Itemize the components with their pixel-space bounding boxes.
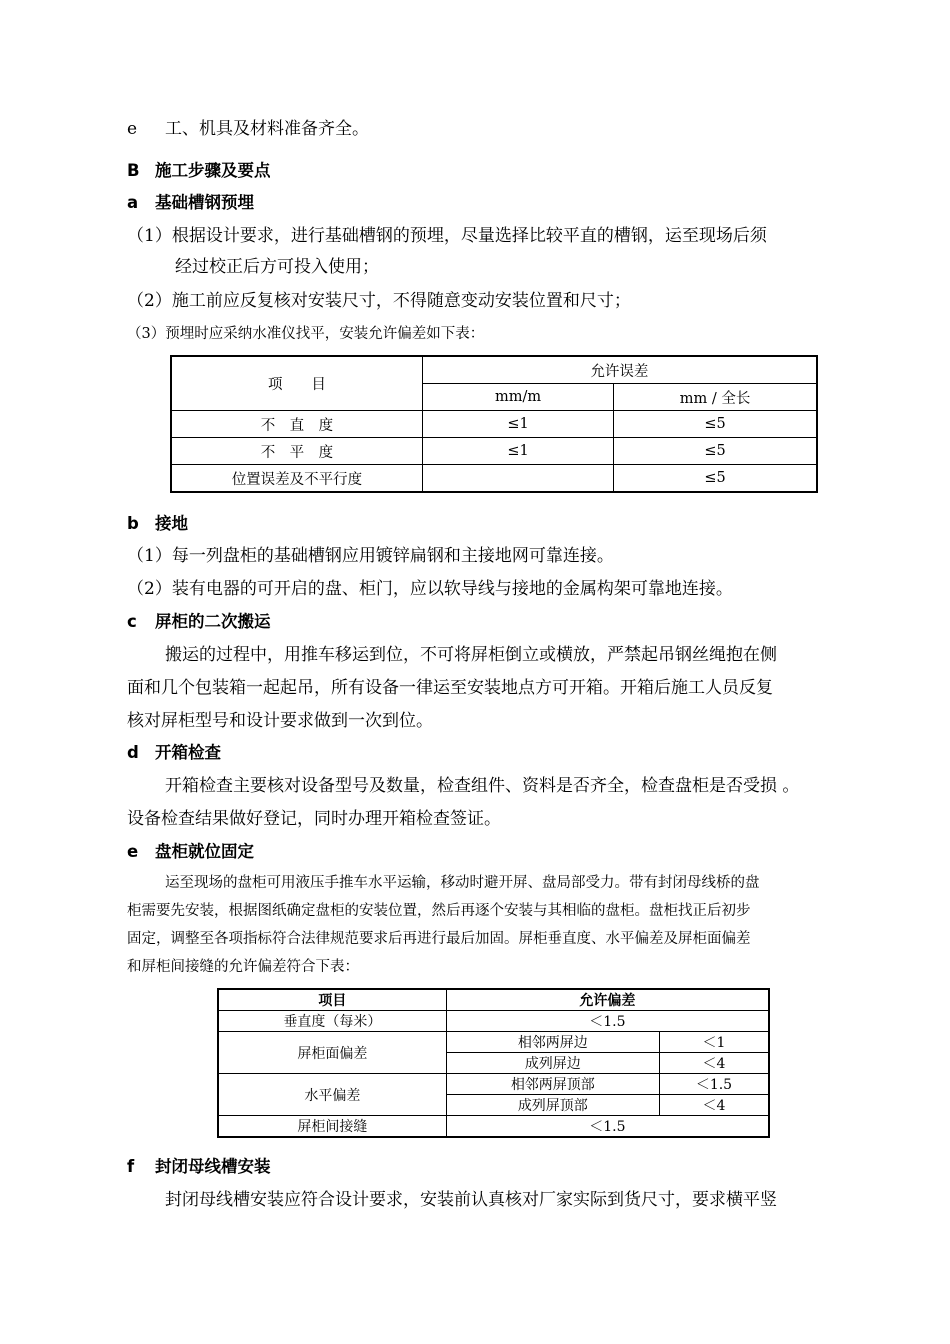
section-heading-b	[127, 160, 271, 182]
paragraph-line: 固定，调整至各项指标符合法律规范要求后再进行最后加固。屏柜垂直度、水平偏差及屏柜面偏差	[127, 931, 751, 947]
subsection-heading-e	[127, 841, 254, 863]
item-e-line	[127, 118, 369, 140]
heading-text: 基础槽钢预埋	[155, 193, 254, 212]
paragraph-line: 柜需要先安装，根据图纸确定盘柜的安装位置，然后再逐个安装与其相临的盘柜。盘柜找正后初步	[127, 903, 751, 919]
table-row	[218, 1074, 769, 1095]
subsection-heading-a	[127, 192, 254, 214]
table-cell: ≤1	[422, 411, 613, 438]
heading-label: e	[127, 842, 139, 861]
table-cell: ＜1.5	[446, 1116, 769, 1138]
paragraph-line: （3）预埋时应采纳水准仪找平，安装允许偏差如下表：	[127, 326, 485, 342]
table-cell: ≤5	[614, 438, 817, 465]
table-cell: 位置误差及不平行度	[171, 465, 422, 493]
table-row	[218, 1011, 769, 1032]
item-label: e	[127, 119, 138, 139]
heading-label: f	[127, 1157, 135, 1176]
heading-label: c	[127, 612, 137, 631]
paragraph-line: 封闭母线槽安装应符合设计要求，安装前认真核对厂家实际到货尺寸，要求横平竖	[165, 1190, 777, 1210]
heading-text: 接地	[155, 514, 188, 533]
paragraph-line: 核对屏柜型号和设计要求做到一次到位。	[127, 711, 433, 731]
heading-label: B	[127, 161, 140, 180]
table-cell	[422, 465, 613, 493]
paragraph-line: 面和几个包装箱一起起吊，所有设备一律运至安装地点方可开箱。开箱后施工人员反复	[127, 678, 773, 698]
table-cell: 不 平 度	[171, 438, 422, 465]
paragraph-line: （1）根据设计要求，进行基础槽钢的预埋，尽量选择比较平直的槽钢，运至现场后须	[127, 226, 767, 246]
table-cell: ≤5	[614, 465, 817, 493]
table-cell: 成列屏顶部	[446, 1095, 659, 1116]
item-text: 工、机具及材料准备齐全。	[165, 119, 369, 139]
table-cell: ＜1	[659, 1032, 769, 1053]
paragraph-line: （2）施工前应反复核对安装尺寸，不得随意变动安装位置和尺寸；	[127, 291, 631, 311]
paragraph-line: 开箱检查主要核对设备型号及数量，检查组件、资料是否齐全，检查盘柜是否受损 。	[165, 776, 800, 796]
paragraph-line: 和屏柜间接缝的允许偏差符合下表：	[127, 959, 359, 975]
table-row	[218, 1032, 769, 1053]
table-header-allow: 允许误差	[422, 356, 817, 384]
table-header-item: 项 目	[171, 356, 422, 411]
paragraph-line: （1）每一列盘柜的基础槽钢应用镀锌扁钢和主接地网可靠连接。	[127, 546, 614, 566]
tolerance-table-1	[170, 355, 818, 493]
paragraph-line: 设备检查结果做好登记，同时办理开箱检查签证。	[127, 809, 501, 829]
table-cell: 相邻两屏顶部	[446, 1074, 659, 1095]
heading-text: 盘柜就位固定	[155, 842, 254, 861]
table-cell: 不 直 度	[171, 411, 422, 438]
table-cell: ＜4	[659, 1053, 769, 1074]
paragraph-line: 运至现场的盘柜可用液压手推车水平运输，移动时避开屏、盘局部受力。带有封闭母线桥的盘	[165, 875, 760, 891]
table-cell: ＜1.5	[446, 1011, 769, 1032]
table-row	[218, 1116, 769, 1138]
heading-text: 屏柜的二次搬运	[155, 612, 271, 631]
table-row	[171, 438, 817, 465]
table-header-mm-full: mm / 全长	[614, 384, 817, 411]
table-row	[171, 411, 817, 438]
table-cell: ＜1.5	[659, 1074, 769, 1095]
table-cell: 屏柜面偏差	[218, 1032, 446, 1074]
paragraph-line: 经过校正后方可投入使用；	[175, 257, 379, 277]
subsection-heading-d	[127, 742, 221, 764]
table-cell: 屏柜间接缝	[218, 1116, 446, 1138]
heading-label: d	[127, 743, 139, 762]
subsection-heading-f	[127, 1156, 271, 1178]
heading-label: a	[127, 193, 139, 212]
table-header-mm-m: mm/m	[422, 384, 613, 411]
table-header-allow: 允许偏差	[446, 989, 769, 1011]
heading-label: b	[127, 514, 139, 533]
table-cell: 成列屏边	[446, 1053, 659, 1074]
table-cell: ＜4	[659, 1095, 769, 1116]
table-header-item: 项目	[218, 989, 446, 1011]
table-cell: 水平偏差	[218, 1074, 446, 1116]
heading-text: 施工步骤及要点	[155, 161, 271, 180]
subsection-heading-b	[127, 513, 188, 535]
table-cell: 垂直度（每米）	[218, 1011, 446, 1032]
heading-text: 开箱检查	[155, 743, 221, 762]
table-cell: 相邻两屏边	[446, 1032, 659, 1053]
table-row	[171, 465, 817, 493]
table-header-row	[218, 989, 769, 1011]
table-cell: ≤5	[614, 411, 817, 438]
subsection-heading-c	[127, 611, 271, 633]
table-cell: ≤1	[422, 438, 613, 465]
heading-text: 封闭母线槽安装	[155, 1157, 271, 1176]
tolerance-table-2	[217, 988, 770, 1138]
paragraph-line: （2）装有电器的可开启的盘、柜门，应以软导线与接地的金属构架可靠地连接。	[127, 579, 733, 599]
paragraph-line: 搬运的过程中，用推车移运到位，不可将屏柜倒立或横放，严禁起吊钢丝绳抱在侧	[165, 645, 777, 665]
